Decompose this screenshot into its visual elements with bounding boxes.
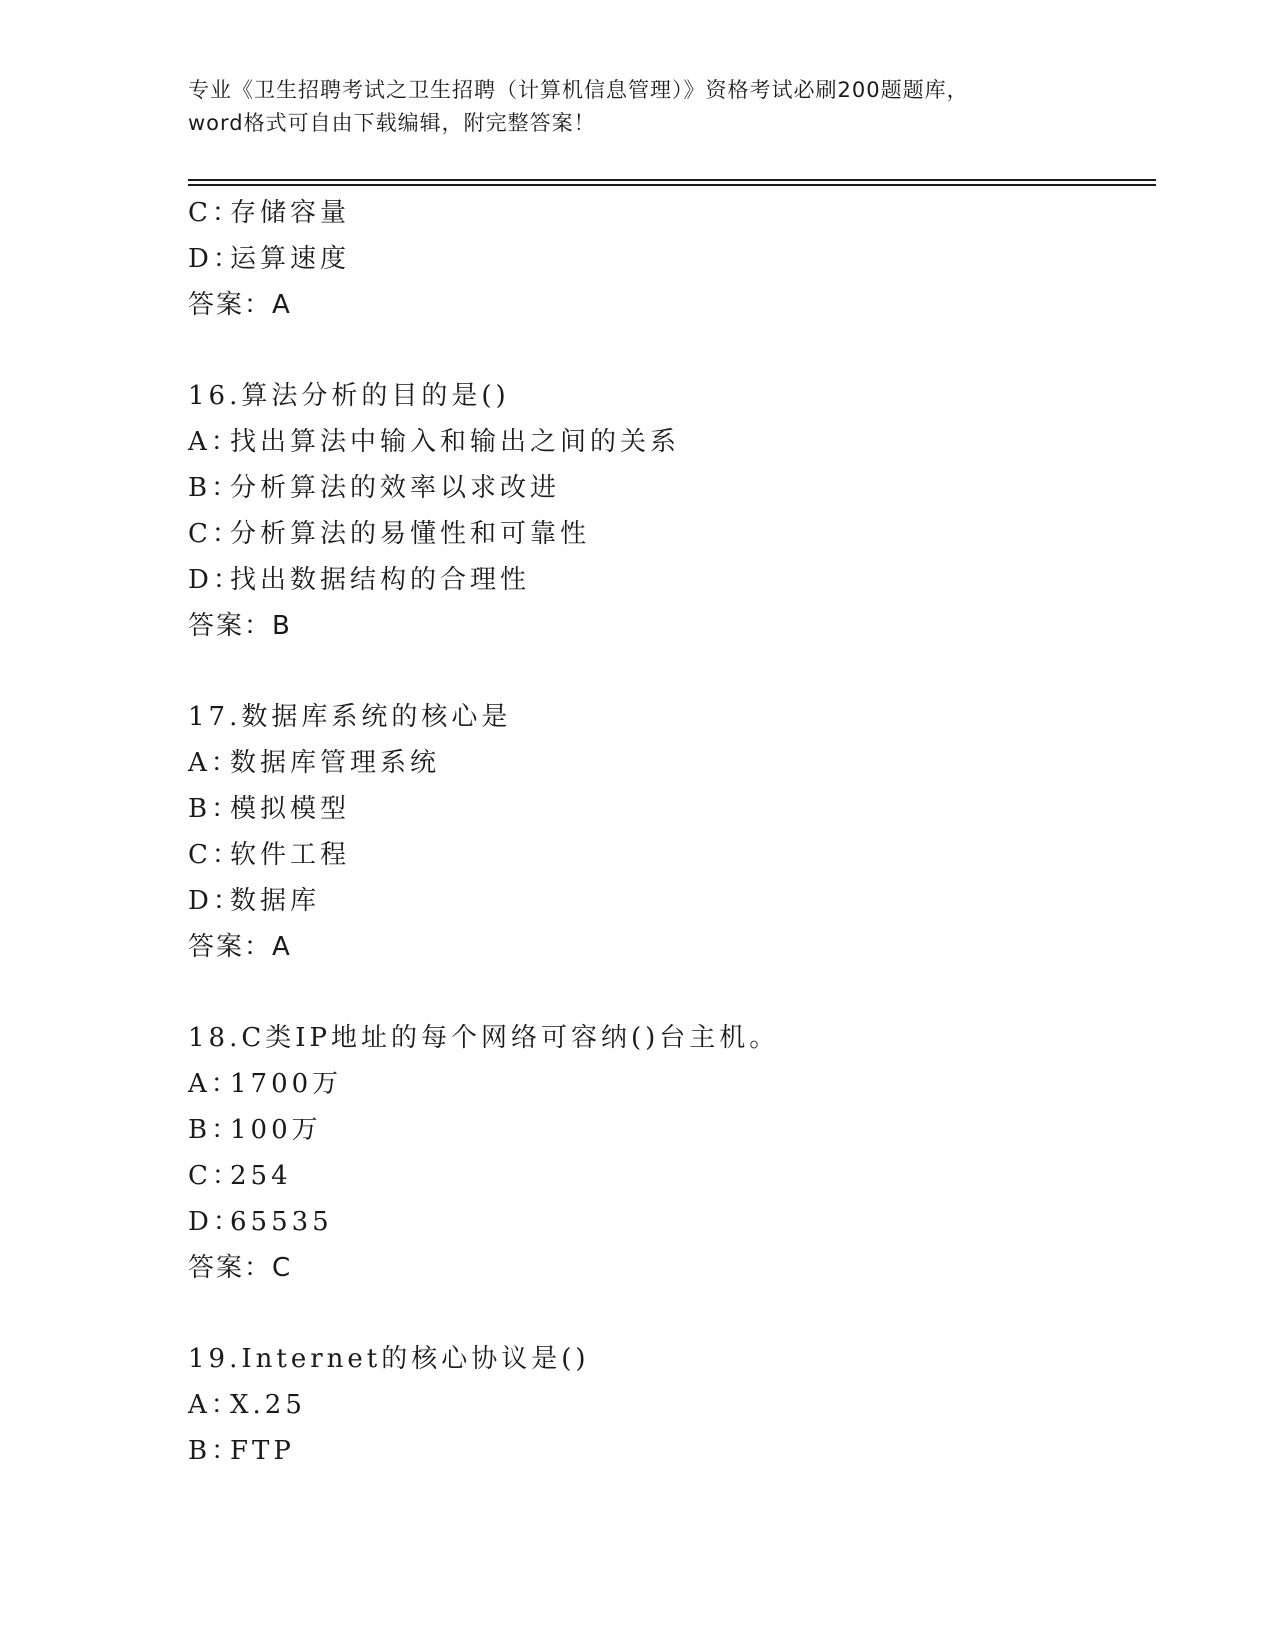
option-c <box>188 511 1148 557</box>
option-a <box>188 740 1148 786</box>
question-block-18 <box>188 1015 1148 1291</box>
option-text: 软件工程 <box>230 840 351 870</box>
option-key: C： <box>188 840 242 870</box>
option-c <box>188 1153 1148 1199</box>
option-b <box>188 1428 1148 1474</box>
question-block-15 <box>188 190 1148 328</box>
option-a <box>188 419 1148 465</box>
option-text: 65535 <box>230 1207 333 1237</box>
option-key: A： <box>188 748 241 778</box>
option-key: D： <box>188 244 243 274</box>
answer-line: 答案：A <box>188 932 292 962</box>
option-text: 100万 <box>230 1115 322 1145</box>
option-key: D： <box>188 565 243 595</box>
option-d <box>188 236 1148 282</box>
spacer <box>188 328 1148 373</box>
option-key: A： <box>188 1390 241 1420</box>
option-key: C： <box>188 198 242 228</box>
option-d <box>188 557 1148 603</box>
option-text: 分析算法的易懂性和可靠性 <box>230 519 591 549</box>
answer-line: 答案：A <box>188 290 292 320</box>
header-title-line-2: word格式可自由下载编辑，附完整答案！ <box>188 111 596 135</box>
option-a <box>188 1061 1148 1107</box>
option-text: 找出数据结构的合理性 <box>230 565 531 595</box>
spacer <box>188 1291 1148 1336</box>
option-b <box>188 786 1148 832</box>
question-text: 17.数据库系统的核心是 <box>188 702 512 732</box>
option-text: FTP <box>230 1436 295 1466</box>
question-text: 19.Internet的核心协议是() <box>188 1344 590 1374</box>
option-text: 1700万 <box>230 1069 343 1099</box>
option-key: B： <box>188 1436 242 1466</box>
option-key: A： <box>188 1069 241 1099</box>
option-text: 数据库 <box>230 886 321 916</box>
question-text: 18.C类IP地址的每个网络可容纳()台主机。 <box>188 1023 780 1053</box>
option-a <box>188 1382 1148 1428</box>
question-block-17 <box>188 694 1148 970</box>
header-divider-top <box>188 179 1156 181</box>
option-key: C： <box>188 519 242 549</box>
option-key: B： <box>188 794 242 824</box>
option-text: 分析算法的效率以求改进 <box>230 473 561 503</box>
option-key: B： <box>188 473 242 503</box>
option-text: 存储容量 <box>230 198 351 228</box>
option-text: 运算速度 <box>230 244 351 274</box>
question-block-19 <box>188 1336 1148 1474</box>
option-b <box>188 1107 1148 1153</box>
option-key: D： <box>188 1207 243 1237</box>
question-list <box>188 190 1148 1474</box>
option-key: D： <box>188 886 243 916</box>
option-text: X.25 <box>230 1390 306 1420</box>
option-d <box>188 878 1148 924</box>
option-b <box>188 465 1148 511</box>
option-key: C： <box>188 1161 242 1191</box>
header-divider-bottom <box>188 184 1156 186</box>
spacer <box>188 649 1148 694</box>
option-c <box>188 832 1148 878</box>
option-key: B： <box>188 1115 242 1145</box>
question-block-16 <box>188 373 1148 649</box>
option-text: 模拟模型 <box>230 794 351 824</box>
option-text: 找出算法中输入和输出之间的关系 <box>230 427 681 457</box>
answer-line: 答案：C <box>188 1253 293 1283</box>
header-title-line-1: 专业《卫生招聘考试之卫生招聘（计算机信息管理）》资格考试必刷200题题库， <box>188 78 969 102</box>
question-text: 16.算法分析的目的是() <box>188 381 510 411</box>
option-text: 数据库管理系统 <box>230 748 441 778</box>
option-text: 254 <box>230 1161 292 1191</box>
option-c <box>188 190 1148 236</box>
option-key: A： <box>188 427 241 457</box>
document-header <box>188 74 1088 140</box>
answer-line: 答案：B <box>188 611 292 641</box>
option-d <box>188 1199 1148 1245</box>
spacer <box>188 970 1148 1015</box>
